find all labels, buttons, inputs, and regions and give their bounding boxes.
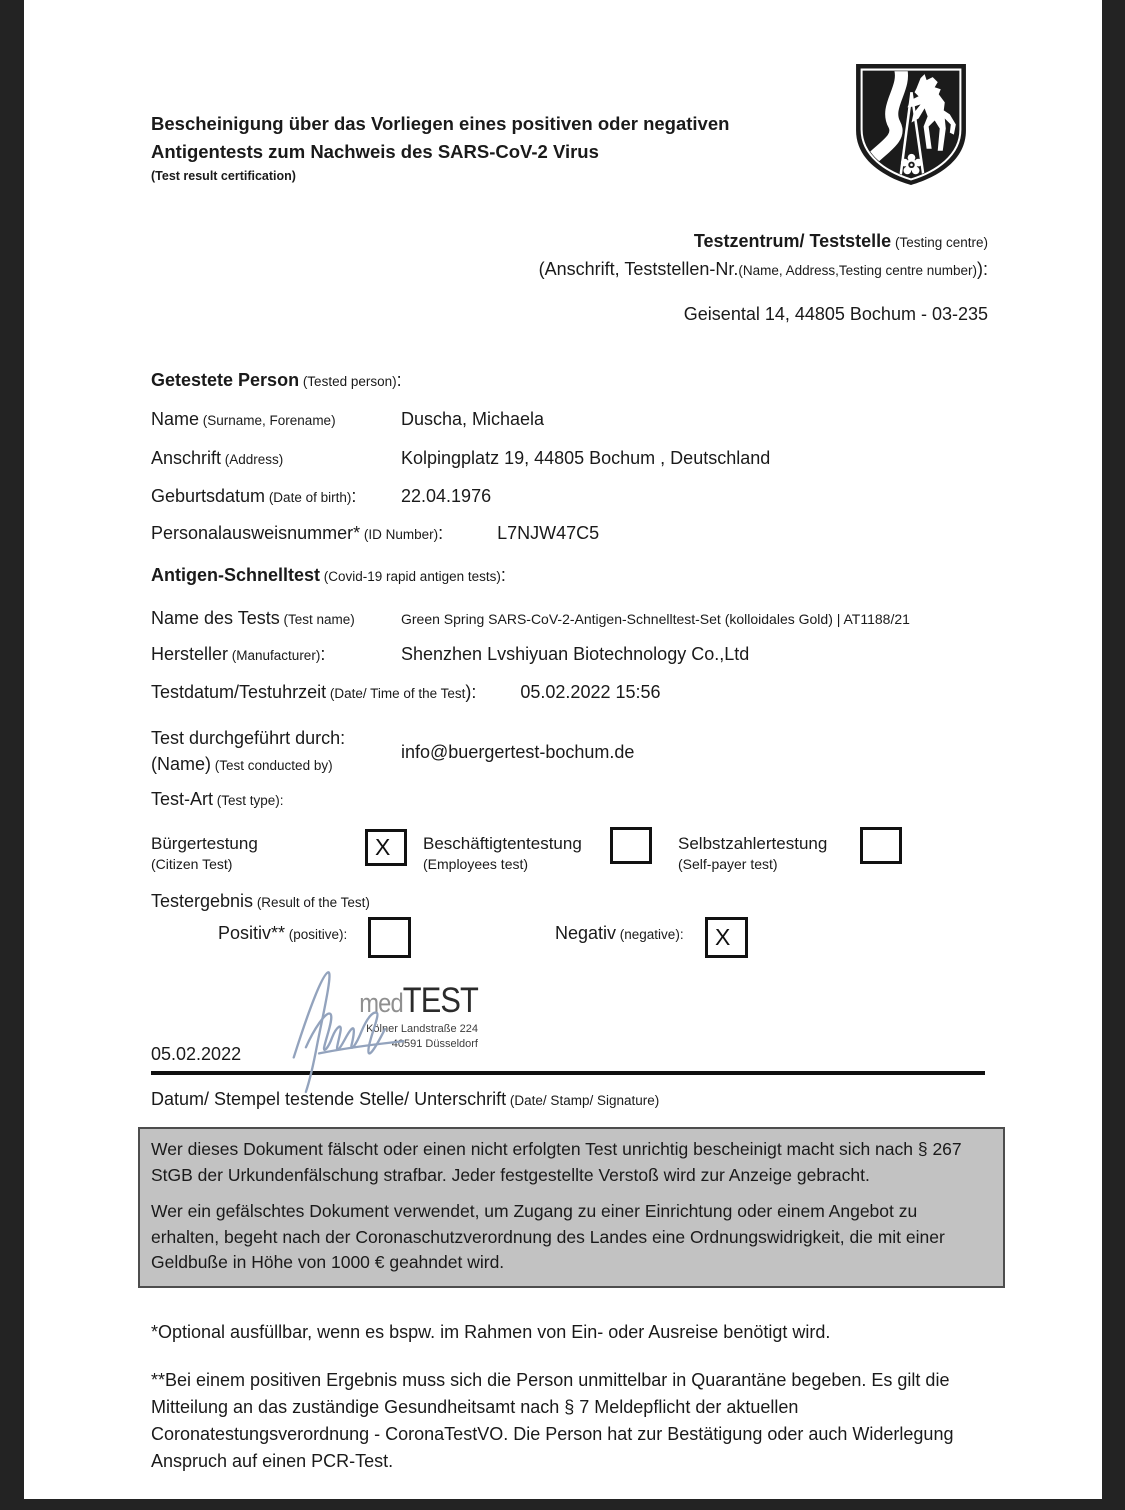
stamp-brand-prefix: med — [359, 988, 403, 1018]
conducted-by-label-small: (Test conducted by) — [211, 758, 333, 773]
self-payer-test-label-text: Selbstzahlertestung — [678, 834, 828, 853]
negative-checkbox-mark: X — [715, 924, 731, 950]
conducted-by-label-line2-text: (Name) — [151, 754, 212, 774]
address-label-small: (Address) — [221, 452, 284, 467]
id-number-label — [151, 523, 443, 544]
conducted-by-label-line1: Test durchgeführt durch: — [151, 728, 346, 748]
person-heading-text: Getestete Person — [151, 370, 300, 390]
person-row-birthdate — [151, 486, 491, 507]
address-label-text: Anschrift — [151, 448, 222, 468]
negative-label-text: Negativ — [555, 923, 617, 943]
test-centre-subheading-small: (Name, Address,Testing centre number) — [738, 263, 977, 278]
title-line-2: Antigentests zum Nachweis des SARS-CoV-2 Virus — [151, 141, 599, 162]
antigen-row-manufacturer — [151, 644, 749, 665]
test-name-value: Green Spring SARS-CoV-2-Antigen-Schnelltest-Set (kolloidales Gold) | AT1188/21 — [401, 611, 910, 627]
stamp-address-line1: Kölner Landstraße 224 — [366, 1023, 478, 1035]
test-centre-block — [368, 228, 988, 328]
antigen-row-test-name — [151, 608, 910, 629]
issue-date: 05.02.2022 — [151, 1044, 242, 1064]
footnote-positive-result: **Bei einem positiven Ergebnis muss sich die Person unmittelbar in Quarantäne begeben. Es gilt die Mitteilung an das zuständige Gesundheitsamt nach § 7 Meldepflicht der aktuellen Coronatestungsverordnung - CoronaTestVO. Die Person hat zur Bestätigung oder auch Widerlegung Anspruch auf einen PCR-Test. — [151, 1370, 954, 1471]
negative-checkbox[interactable] — [705, 917, 748, 958]
id-number-value: L7NJW47C5 — [497, 523, 600, 543]
person-row-address — [151, 448, 770, 469]
citizen-test-label-sub: (Citizen Test) — [151, 856, 233, 872]
test-centre-subheading — [368, 256, 988, 284]
person-section-heading — [151, 370, 402, 391]
name-label — [151, 409, 401, 430]
address-value: Kolpingplatz 19, 44805 Bochum , Deutschland — [401, 448, 771, 468]
legal-warning-box — [138, 1127, 1005, 1288]
id-number-label-tail: : — [438, 523, 444, 543]
footnote-optional: *Optional ausfüllbar, wenn es bspw. im Rahmen von Ein- oder Ausreise benötigt wird. — [151, 1322, 831, 1342]
citizen-test-checkbox[interactable] — [365, 829, 407, 866]
conducted-by-label — [151, 725, 401, 779]
id-number-label-text: Personalausweisnummer* — [151, 523, 361, 543]
citizen-test-checkbox-mark: X — [375, 834, 391, 860]
result-heading-small: (Result of the Test) — [253, 895, 370, 910]
employees-test-label-sub: (Employees test) — [423, 856, 529, 872]
person-heading-small: (Tested person) — [299, 374, 397, 389]
employees-test-checkbox[interactable] — [610, 827, 652, 864]
employees-test-label — [423, 833, 582, 875]
manufacturer-label-text: Hersteller — [151, 644, 229, 664]
employees-test-label-text: Beschäftigtentestung — [423, 834, 582, 853]
test-date-value: 05.02.2022 15:56 — [520, 682, 661, 702]
nrw-coat-of-arms-icon — [854, 62, 968, 187]
test-name-label — [151, 608, 401, 629]
name-label-small: (Surname, Forename) — [199, 413, 336, 428]
antigen-heading-small: (Covid-19 rapid antigen tests) — [320, 569, 501, 584]
antigen-row-conducted-by — [151, 725, 634, 779]
positive-label-small: (positive): — [285, 927, 348, 942]
manufacturer-label-small: (Manufacturer) — [228, 648, 321, 663]
stamp-brand-suffix: TEST — [402, 981, 478, 1020]
result-heading — [151, 891, 370, 912]
person-row-id-number — [151, 523, 599, 544]
negative-label — [555, 923, 684, 944]
positive-label — [218, 923, 347, 944]
test-centre-heading-text: Testzentrum/ Teststelle — [693, 231, 892, 251]
manufacturer-label-tail: : — [320, 644, 326, 664]
name-label-text: Name — [151, 409, 200, 429]
antigen-section-heading — [151, 565, 506, 586]
test-name-label-small: (Test name) — [279, 612, 355, 627]
test-date-label — [151, 682, 476, 703]
citizen-test-label — [151, 833, 258, 875]
birthdate-label-tail: : — [351, 486, 357, 506]
signature-caption-text: Datum/ Stempel testende Stelle/ Unterschrift — [151, 1089, 507, 1109]
self-payer-test-label — [678, 833, 827, 875]
address-label — [151, 448, 401, 469]
test-centre-subheading-tail: ): — [977, 259, 988, 279]
title-subtitle: (Test result certification) — [151, 169, 296, 183]
test-centre-subheading-text: (Anschrift, Teststellen-Nr. — [538, 259, 739, 279]
conducted-by-label-line2 — [151, 751, 401, 779]
manufacturer-label — [151, 644, 401, 665]
birthdate-label-text: Geburtsdatum — [151, 486, 266, 506]
birthdate-label-small: (Date of birth) — [265, 490, 352, 505]
warning-paragraph-2: Wer ein gefälschtes Dokument verwendet, um Zugang zu einer Einrichtung oder einem Angebot zu erhalten, begeht nach der Coronaschutzverordnung des Landes eine Ordnungswidrigkeit, die mit einer Geldbuße in Höhe von 1000 € geahndet wird. — [151, 1201, 945, 1272]
self-payer-test-label-sub: (Self-payer test) — [678, 856, 778, 872]
certificate-page — [24, 0, 1102, 1499]
title-line-1: Bescheinigung über das Vorliegen eines positiven oder negativen — [151, 113, 730, 134]
person-heading-tail: : — [396, 370, 402, 390]
warning-paragraph-1: Wer dieses Dokument fälscht oder einen nicht erfolgten Test unrichtig bescheinigt macht sich nach § 267 StGB der Urkundenfälschung strafbar. Jeder festgestellte Verstoß wird zur Anzeige gebracht. — [151, 1139, 962, 1185]
birthdate-value: 22.04.1976 — [401, 486, 492, 506]
antigen-heading-tail: : — [500, 565, 506, 585]
test-date-label-small: (Date/ Time of the Test — [326, 686, 466, 701]
citizen-test-label-text: Bürgertestung — [151, 834, 258, 853]
test-date-label-tail: ): — [465, 682, 477, 702]
manufacturer-value: Shenzhen Lvshiyuan Biotechnology Co.,Ltd — [401, 644, 750, 664]
antigen-row-test-date — [151, 682, 661, 703]
birthdate-label — [151, 486, 401, 507]
antigen-heading-text: Antigen-Schnelltest — [151, 565, 321, 585]
handwritten-signature — [262, 948, 442, 1100]
test-centre-address: Geisental 14, 44805 Bochum - 03-235 — [683, 304, 988, 324]
document-title — [151, 110, 811, 183]
test-centre-heading — [368, 228, 988, 256]
test-type-heading-text: Test-Art — [151, 789, 214, 809]
signature-caption-small: (Date/ Stamp/ Signature) — [506, 1093, 660, 1108]
person-row-name — [151, 409, 544, 430]
test-name-label-text: Name des Tests — [151, 608, 280, 628]
result-heading-text: Testergebnis — [151, 891, 254, 911]
name-value: Duscha, Michaela — [401, 409, 545, 429]
conducted-by-value: info@buergertest-bochum.de — [401, 741, 635, 762]
test-type-heading-small: (Test type): — [213, 793, 284, 808]
self-payer-test-checkbox[interactable] — [860, 827, 902, 864]
positive-label-text: Positiv** — [218, 923, 286, 943]
test-type-heading — [151, 789, 284, 810]
stamp-address-line2: 40591 Düsseldorf — [391, 1038, 478, 1050]
id-number-label-small: (ID Number) — [360, 527, 439, 542]
test-date-label-text: Testdatum/Testuhrzeit — [151, 682, 327, 702]
test-centre-heading-small: (Testing centre) — [891, 235, 988, 250]
negative-label-small: (negative): — [616, 927, 684, 942]
